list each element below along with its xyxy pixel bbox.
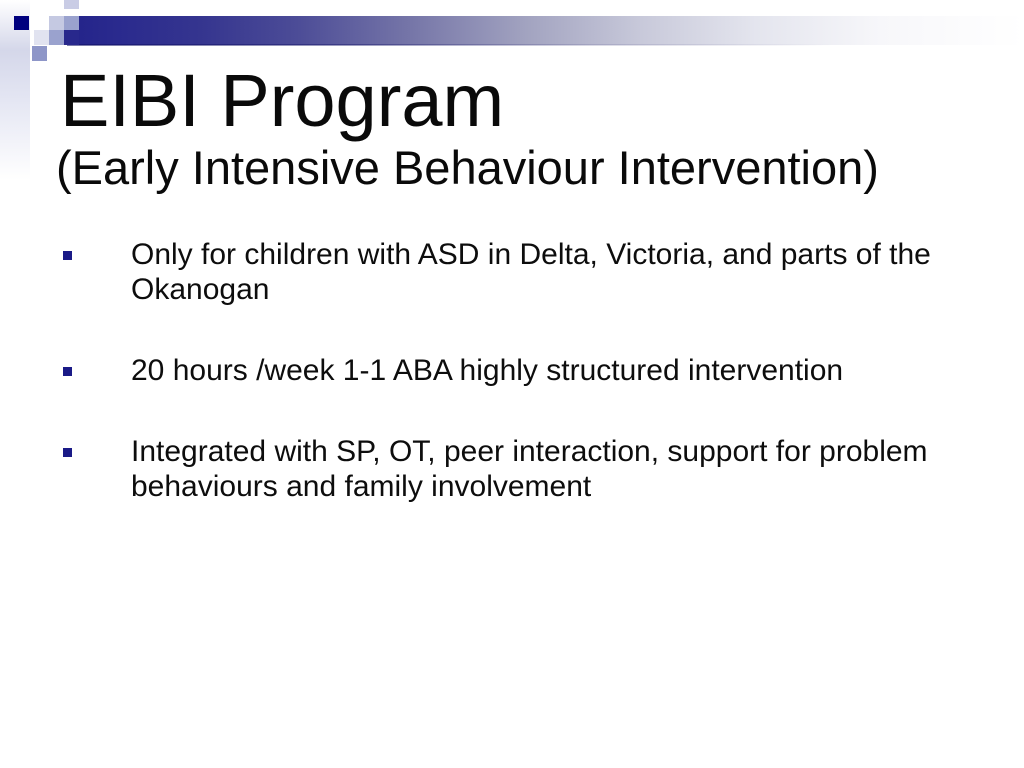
mosaic-square-icon [64, 30, 79, 45]
slide-subtitle: (Early Intensive Behaviour Intervention) [56, 141, 879, 194]
bullet-square-icon [63, 448, 72, 457]
bullet-item [0, 237, 1024, 307]
bullet-text-line: 20 hours /week 1-1 ABA highly structured intervention [131, 354, 844, 387]
bullet-text-line: Integrated with SP, OT, peer interaction, support for problem [131, 435, 928, 468]
bullet-square-icon [63, 251, 72, 260]
mosaic-square-icon [34, 30, 49, 45]
mosaic-square-icon [32, 46, 47, 61]
mosaic-square-icon [49, 30, 64, 45]
mosaic-square-icon [49, 16, 64, 30]
bullet-text-line: behaviours and family involvement [131, 470, 592, 503]
mosaic-square-icon [64, 0, 79, 9]
mosaic-square-icon [64, 16, 79, 30]
bullet-text-line: Okanogan [131, 273, 270, 306]
bullet-text-line: Only for children with ASD in Delta, Victoria, and parts of the [131, 238, 931, 271]
bullet-square-icon [63, 367, 72, 376]
bullet-list [0, 237, 1024, 550]
bullet-item [0, 353, 1024, 388]
slide-title: EIBI Program [60, 59, 505, 142]
bullet-item [0, 434, 1024, 504]
header-gradient-bar [67, 16, 1024, 45]
mosaic-square-icon [14, 16, 29, 30]
